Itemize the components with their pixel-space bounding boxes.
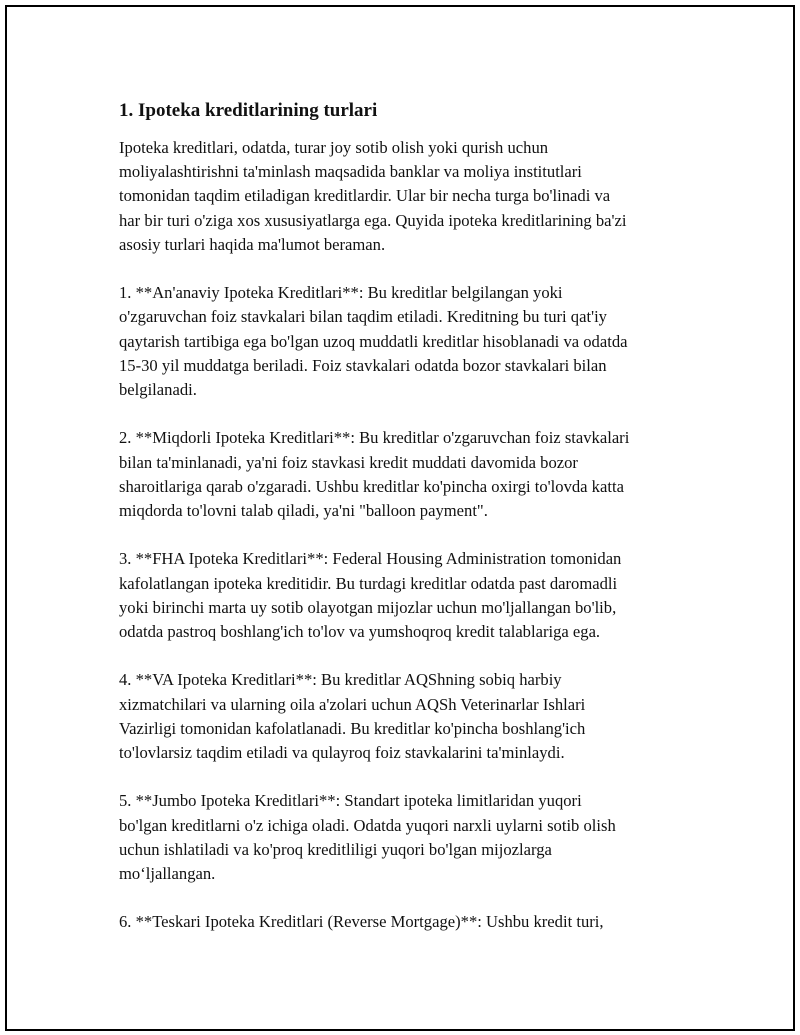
text-line: odatda pastroq boshlang'ich to'lov va yumshoqroq kredit talablariga ega. — [119, 622, 601, 642]
paragraph-intro — [119, 136, 699, 257]
text-line: sharoitlariga qarab o'zgaradi. Ushbu kreditlar ko'pincha oxirgi to'lovda katta — [119, 476, 624, 496]
text-line: har bir turi o'ziga xos xususiyatlarga ega. Quyida ipoteka kreditlarining ba'zi — [119, 210, 627, 230]
text-line: uchun ishlatiladi va ko'proq kreditliligi yuqori bo'lgan mijozlarga — [119, 839, 552, 859]
text-line: o'zgaruvchan foiz stavkalari bilan taqdim etiladi. Kreditning bu turi qat'iy — [119, 307, 607, 327]
paragraph-item-2 — [119, 426, 699, 523]
text-line: 15-30 yil muddatga beriladi. Foiz stavkalari odatda bozor stavkalari bilan — [119, 355, 607, 375]
text-line: asosiy turlari haqida ma'lumot beraman. — [119, 234, 386, 254]
text-line: Vazirligi tomonidan kafolatlanadi. Bu kreditlar ko'pincha boshlang'ich — [119, 718, 586, 738]
text-line: miqdorda to'lovni talab qiladi, ya'ni "balloon payment". — [119, 501, 488, 521]
text-line: 6. **Teskari Ipoteka Kreditlari (Reverse Mortgage)**: Ushbu kredit turi, — [119, 912, 604, 932]
document-content — [119, 99, 699, 959]
paragraph-item-1 — [119, 281, 699, 402]
text-line: belgilanadi. — [119, 380, 197, 400]
text-line: to'lovlarsiz taqdim etiladi va qulayroq foiz stavkalarini ta'minlaydi. — [119, 743, 565, 763]
text-line: qaytarish tartibiga ega bo'lgan uzoq muddatli kreditlar hisoblanadi va odatda — [119, 331, 628, 351]
paragraph-item-4 — [119, 668, 699, 765]
text-line: 2. **Miqdorli Ipoteka Kreditlari**: Bu kreditlar o'zgaruvchan foiz stavkalari — [119, 428, 630, 448]
text-line: mo‘ljallangan. — [119, 864, 216, 884]
text-line: tomonidan taqdim etiladigan kreditlardir. Ular bir necha turga bo'linadi va — [119, 186, 611, 206]
text-line: Ipoteka kreditlari, odatda, turar joy sotib olish yoki qurish uchun — [119, 138, 549, 157]
text-line: 5. **Jumbo Ipoteka Kreditlari**: Standart ipoteka limitlaridan yuqori — [119, 791, 582, 811]
paragraph-item-6 — [119, 910, 699, 934]
document-page — [5, 5, 795, 1031]
text-line: bilan ta'minlanadi, ya'ni foiz stavkasi kredit muddati davomida bozor — [119, 452, 578, 472]
section-heading: 1. Ipoteka kreditlarining turlari — [119, 100, 378, 121]
text-line: kafolatlangan ipoteka kreditidir. Bu turdagi kreditlar odatda past daromadli — [119, 573, 618, 593]
paragraph-item-5 — [119, 789, 699, 886]
text-line: moliyalashtirishni ta'minlash maqsadida banklar va moliya institutlari — [119, 162, 582, 182]
paragraph-item-3 — [119, 547, 699, 644]
text-line: 4. **VA Ipoteka Kreditlari**: Bu kreditlar AQShning sobiq harbiy — [119, 670, 562, 690]
text-line: xizmatchilari va ularning oila a'zolari uchun AQSh Veterinarlar Ishlari — [119, 694, 586, 714]
text-line: 1. **An'anaviy Ipoteka Kreditlari**: Bu kreditlar belgilangan yoki — [119, 283, 563, 303]
text-line: yoki birinchi marta uy sotib olayotgan mijozlar uchun mo'ljallangan bo'lib, — [119, 597, 617, 617]
text-line: 3. **FHA Ipoteka Kreditlari**: Federal Housing Administration tomonidan — [119, 549, 622, 569]
text-line: bo'lgan kreditlarni o'z ichiga oladi. Odatda yuqori narxli uylarni sotib olish — [119, 815, 616, 835]
